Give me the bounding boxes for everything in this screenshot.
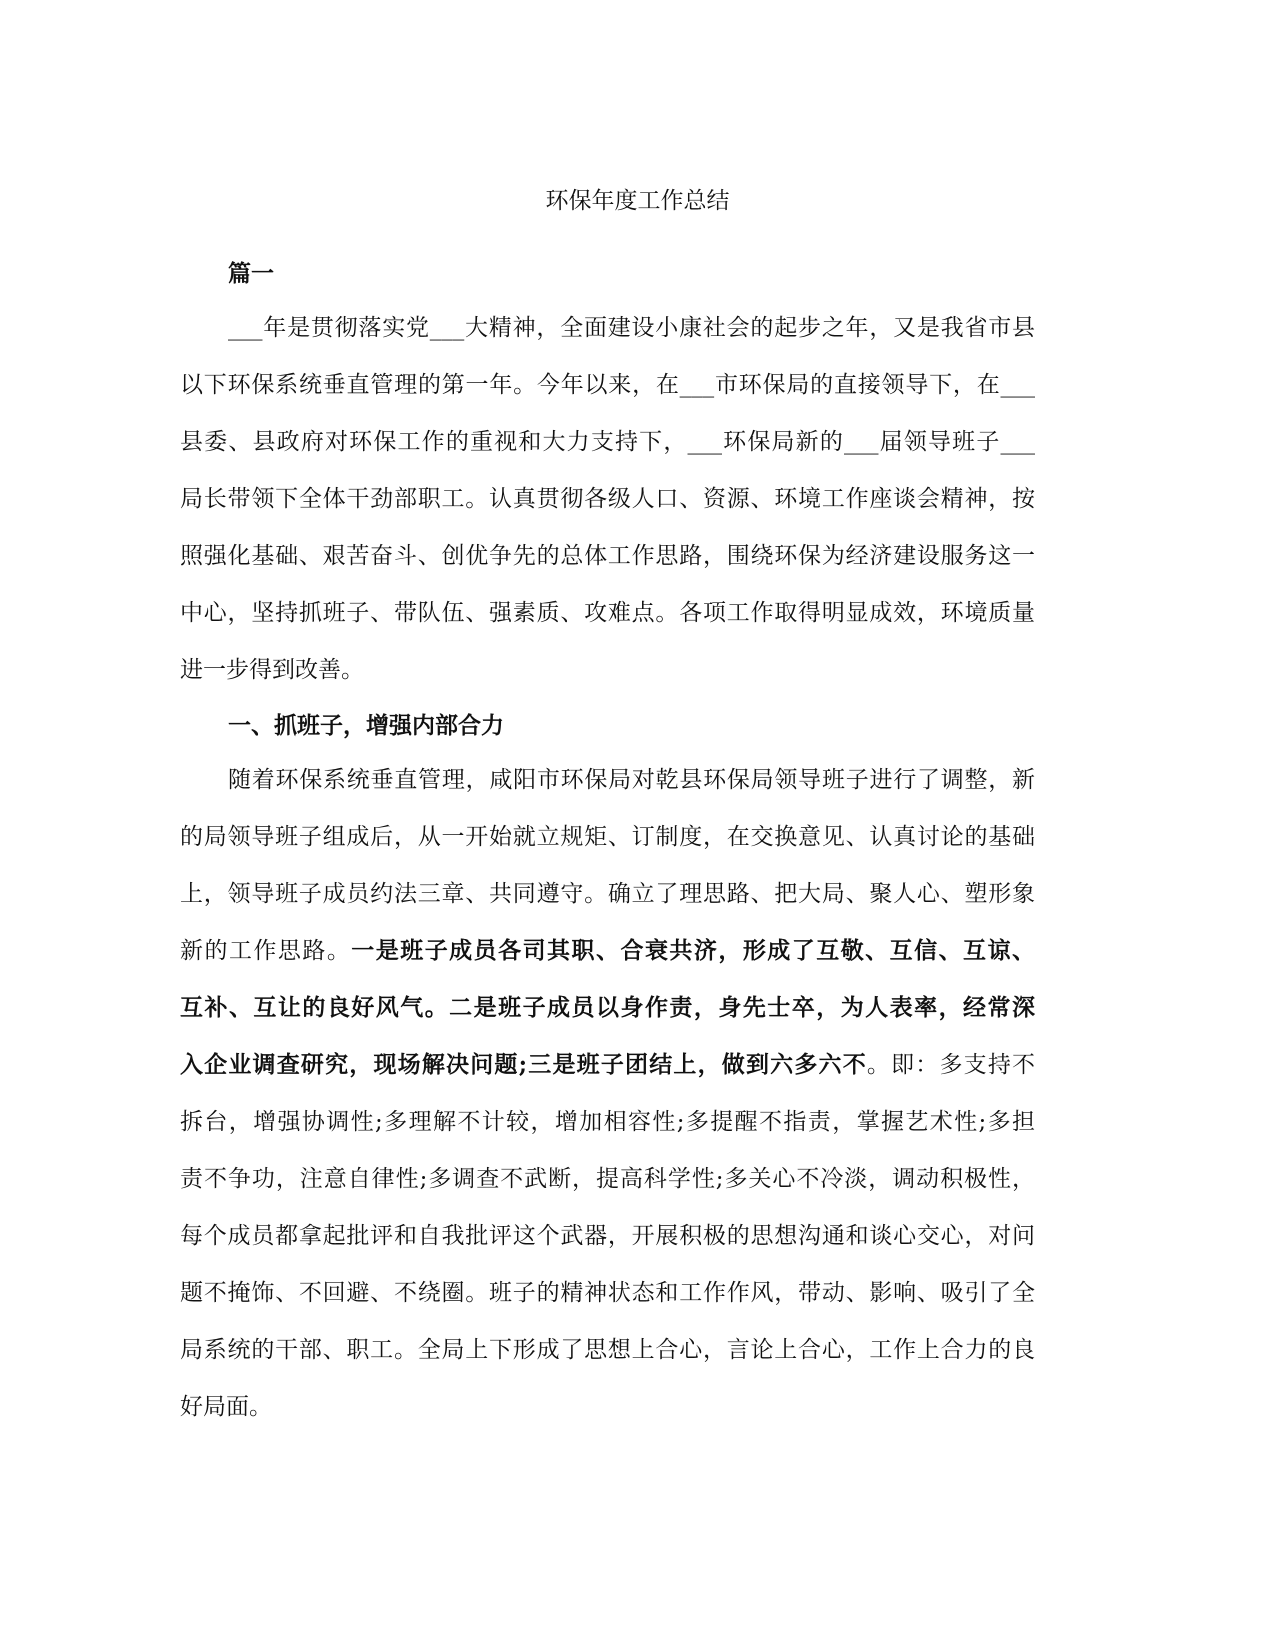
text-run: 随着环保系统垂直管理，咸阳市环保局对乾县环保局领导班子进行了调整，新 (228, 767, 1035, 793)
bold-text: 互补、互让的良好风气。二是班子成员以身作责，身先士卒，为人表率，经常深 (180, 994, 1035, 1021)
text-run: 进一步得到改善。 (180, 657, 364, 683)
text-line (180, 311, 1035, 368)
text-line (180, 596, 1035, 653)
text-line (180, 653, 1035, 710)
text-line (180, 1390, 1035, 1447)
text-run: 拆台，增强协调性;多理解不计较，增加相容性;多提醒不指责，掌握艺术性;多担 (180, 1109, 1035, 1135)
text-run: 的局领导班子组成后，从一开始就立规矩、订制度，在交换意见、认真讨论的基础 (180, 824, 1035, 850)
text-run: 局长带领下全体干劲部职工。认真贯彻各级人口、资源、环境工作座谈会精神，按 (180, 486, 1035, 512)
text-line (180, 1219, 1035, 1276)
text-run: 。即：多支持不 (866, 1052, 1036, 1078)
text-line (180, 368, 1035, 425)
section-label: 篇一 (228, 260, 274, 287)
text-run: 以下环保系统垂直管理的第一年。今年以来，在___市环保局的直接领导下，在___ (180, 372, 1035, 398)
text-run: 中心，坚持抓班子、带队伍、强素质、攻难点。各项工作取得明显成效，环境质量 (180, 600, 1035, 626)
text-run: 局系统的干部、职工。全局上下形成了思想上合心，言论上合心，工作上合力的良 (180, 1337, 1035, 1363)
text-run: 好局面。 (180, 1394, 272, 1420)
paragraph-2 (180, 763, 1035, 1447)
text-line (180, 1333, 1035, 1390)
text-line (180, 425, 1035, 482)
text-line (180, 934, 1035, 991)
bold-text: 一是班子成员各司其职、合衰共济，形成了互敬、互信、互谅、 (351, 937, 1036, 964)
text-run: 照强化基础、艰苦奋斗、创优争先的总体工作思路，围绕环保为经济建设服务这一 (180, 543, 1035, 569)
text-run: ___年是贯彻落实党___大精神，全面建设小康社会的起步之年，又是我省市县 (228, 315, 1035, 341)
bold-text: 入企业调查研究，现场解决问题;三是班子团结上，做到六多六不 (180, 1051, 867, 1078)
text-run: 上，领导班子成员约法三章、共同遵守。确立了理思路、把大局、聚人心、塑形象 (180, 881, 1035, 907)
heading-1: 一、抓班子，增强内部合力 (228, 712, 504, 739)
paragraph-1 (180, 311, 1035, 710)
text-line (180, 482, 1035, 539)
text-line (180, 1048, 1035, 1105)
text-line (180, 1105, 1035, 1162)
text-run: 每个成员都拿起批评和自我批评这个武器，开展积极的思想沟通和谈心交心，对问 (180, 1223, 1035, 1249)
text-line (180, 539, 1035, 596)
text-line (180, 1162, 1035, 1219)
text-line (180, 763, 1035, 820)
text-run: 题不掩饰、不回避、不绕圈。班子的精神状态和工作作风，带动、影响、吸引了全 (180, 1280, 1035, 1306)
text-line (180, 820, 1035, 877)
text-line (180, 877, 1035, 934)
text-run: 新的工作思路。 (180, 938, 352, 964)
text-run: 责不争功，注意自律性;多调查不武断，提高科学性;多关心不冷淡，调动积极性， (180, 1166, 1035, 1192)
text-line (180, 991, 1035, 1048)
document-title: 环保年度工作总结 (545, 188, 730, 214)
text-run: 县委、县政府对环保工作的重视和大力支持下，___环保局新的___届领导班子___ (180, 429, 1035, 455)
text-line (180, 1276, 1035, 1333)
